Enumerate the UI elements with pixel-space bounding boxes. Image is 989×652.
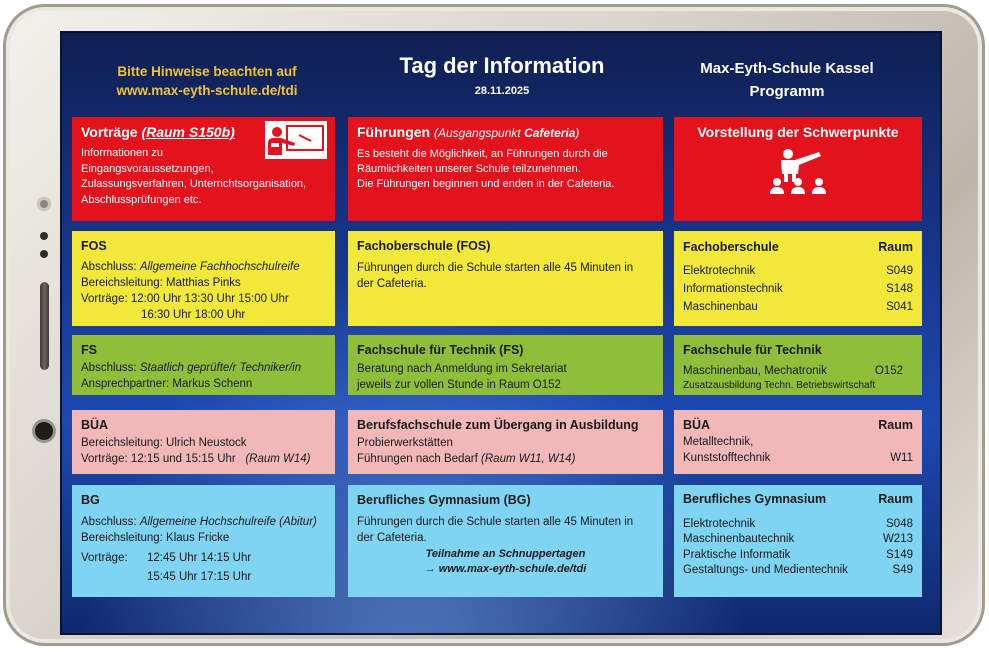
- list-item: Maschinenbautechnik W213: [683, 533, 913, 545]
- event-date: 28.11.2025: [474, 85, 530, 97]
- bua-title: BÜA: [81, 418, 109, 432]
- fuehrungen-text: Es besteht die Möglichkeit, an Führungen durch die Räumlichkeiten unserer Schule teilzunehmen. Die Führungen beginnen und enden in der Cafeteria.: [357, 148, 615, 190]
- fos-fuehrung-title: Fachoberschule (FOS): [357, 239, 491, 253]
- fos-fuehrung-card: Fachoberschule (FOS) Führungen durch die Schule starten alle 45 Minuten in der Cafeteria.: [348, 231, 663, 326]
- fos-title: FOS: [81, 239, 107, 253]
- vorstellung-card: [674, 117, 922, 221]
- bg-fuehrung-title: Berufliches Gymnasium (BG): [357, 493, 531, 507]
- hint-text: Bitte Hinweise beachten auf www.max-eyth-schule.de/tdi: [102, 62, 312, 100]
- list-item: Maschinenbau, Mechatronik O152: [683, 365, 903, 377]
- fs-schwerpunkte-card: Fachschule für Technik Maschinenbau, Mechatronik O152 Zusatzausbildung Techn. Betriebswirtschaft: [674, 335, 922, 395]
- hint-link[interactable]: www.max-eyth-schule.de/tdi: [116, 83, 298, 98]
- camera-lens: [35, 422, 53, 440]
- schnuppertage-link[interactable]: → www.max-eyth-schule.de/tdi: [424, 563, 587, 575]
- sensor-dot: [37, 197, 51, 211]
- vortraege-title: Vorträge (Raum S150b): [81, 124, 235, 140]
- fos-card: FOS Abschluss: Allgemeine Fachhochschulreife Bereichsleitung: Matthias Pinks Vorträge: 12:00 Uhr 13:30 Uhr 15:00 Uhr 16:30 Uhr 18:00 Uhr: [72, 231, 335, 326]
- bua-schwerpunkte-title: BÜA: [683, 418, 711, 432]
- bua-fuehrung-title: Berufsfachschule zum Übergang in Ausbildung: [357, 418, 639, 432]
- vortraege-card: [72, 117, 335, 221]
- speaker-grille: [40, 282, 49, 370]
- presentation-icon: [265, 121, 327, 159]
- bua-schwerpunkte-card: BÜA Raum Metalltechnik, Kunststofftechnik W11: [674, 410, 922, 474]
- list-item: Kunststofftechnik W11: [683, 452, 913, 464]
- fuehrungen-card: [348, 117, 663, 221]
- vortraege-text: Informationen zu Eingangsvoraussetzungen, Zulassungsverfahren, Unterrichtsorganisation, Abschlussprüfungen etc.: [81, 147, 307, 206]
- bg-fuehrung-card: Berufliches Gymnasium (BG) Führungen durch die Schule starten alle 45 Minuten in der Cafeteria. Teilnahme an Schnuppertagen → www.max-eyth-schule.de/tdi: [348, 485, 663, 597]
- bua-fuehrung-card: Berufsfachschule zum Übergang in Ausbildung Probierwerkstätten Führungen nach Bedarf (Raum W11, W14): [348, 410, 663, 474]
- bua-card: BÜA Bereichsleitung: Ulrich Neustock Vorträge: 12:15 und 15:15 Uhr (Raum W14): [72, 410, 335, 474]
- bg-schwerpunkte-card: Berufliches Gymnasium Raum Elektrotechnik S048 Maschinenbautechnik W213 Praktische Informatik S149 Gestaltungs- und Medientechnik S49: [674, 485, 922, 597]
- fs-schwerpunkte-title: Fachschule für Technik: [683, 343, 822, 357]
- list-item: Praktische Informatik S149: [683, 548, 913, 561]
- list-item: Elektrotechnik S048: [683, 517, 913, 530]
- sensor-dot: [40, 232, 48, 240]
- list-item: Informationstechnik S148: [683, 283, 913, 295]
- fuehrungen-title: Führungen (Ausgangspunkt Cafeteria): [357, 124, 580, 140]
- list-item: Maschinenbau S041: [683, 301, 913, 313]
- vorstellung-title: Vorstellung der Schwerpunkte: [697, 124, 899, 140]
- fos-schwerpunkte-title: Fachoberschule: [683, 240, 779, 254]
- bg-schwerpunkte-title: Berufliches Gymnasium: [683, 492, 827, 506]
- bg-card: BG Abschluss: Allgemeine Hochschulreife (Abitur) Bereichsleitung: Klaus Fricke Vorträge: 12:45 Uhr 14:15 Uhr 15:45 Uhr 17:15 Uhr: [72, 485, 335, 597]
- fs-fuehrung-card: Fachschule für Technik (FS) Beratung nach Anmeldung im Sekretariat jeweils zur vollen Stunde in Raum O152: [348, 335, 663, 395]
- tablet-screen: [60, 31, 942, 635]
- page-title: Tag der Information: [399, 53, 605, 78]
- schnuppertage-note: Teilnahme an Schnuppertagen → www.max-eyth-schule.de/tdi: [357, 547, 654, 577]
- tablet-frame: [3, 4, 985, 646]
- school-name: Max-Eyth-Schule Kassel Programm: [700, 60, 874, 100]
- fos-schwerpunkte-card: Fachoberschule Raum Elektrotechnik S049 Informationstechnik S148 Maschinenbau S041: [674, 231, 922, 326]
- fs-fuehrung-title: Fachschule für Technik (FS): [357, 343, 524, 357]
- audience-icon: [683, 148, 913, 194]
- sensor-dot: [40, 250, 48, 258]
- fs-card: FS Abschluss: Staatlich geprüfte/r Techniker/in Ansprechpartner: Markus Schenn: [72, 335, 335, 395]
- list-item: Elektrotechnik S049: [683, 265, 913, 277]
- list-item: Gestaltungs- und Medientechnik S49: [683, 564, 913, 576]
- fs-title: FS: [81, 343, 97, 357]
- bg-title: BG: [81, 493, 100, 507]
